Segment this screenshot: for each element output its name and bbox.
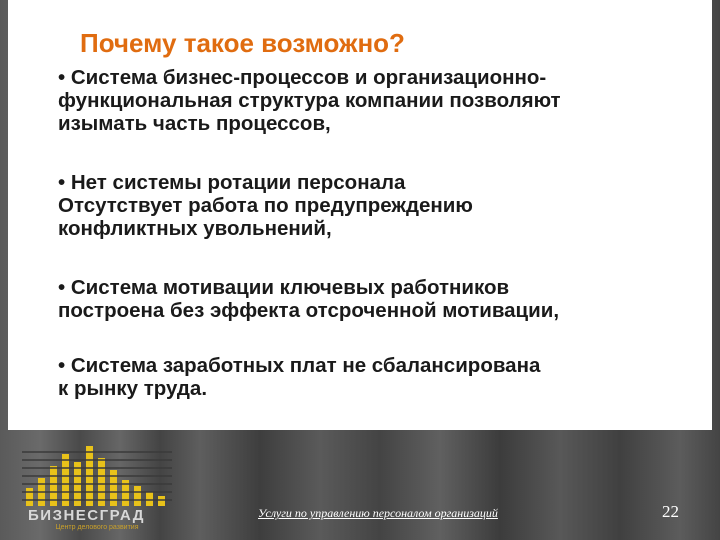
bullet-line: конфликтных увольнений, — [58, 217, 332, 240]
bullet-item — [58, 171, 473, 240]
bullet-line: к рынку труда. — [58, 377, 208, 400]
bullet-line: • Система мотивации ключевых работников — [58, 276, 510, 299]
slide-title: Почему такое возможно? — [80, 28, 405, 58]
bullet-item — [58, 354, 540, 400]
equalizer-bars-icon — [22, 440, 172, 510]
logo-wordmark: БИЗНЕСГРАД — [28, 507, 145, 524]
bullet-item — [58, 276, 559, 322]
logo-tagline: Центр делового развития — [55, 524, 139, 531]
bullet-line: функциональная структура компании позволяют — [58, 89, 561, 112]
bullet-line: Отсутствует работа по предупреждению — [58, 194, 473, 217]
page-number: 22 — [662, 502, 679, 521]
bullet-line: • Система заработных плат не сбалансирована — [58, 354, 541, 377]
bullet-item — [58, 66, 561, 135]
bullet-line: • Нет системы ротации персонала — [58, 171, 406, 194]
bullet-line: построена без эффекта отсроченной мотивации, — [58, 299, 560, 322]
footer-caption: Услуги по управлению персоналом организаций — [258, 506, 498, 520]
company-logo — [22, 440, 172, 538]
bullet-line: • Система бизнес-процессов и организационно- — [58, 66, 547, 89]
bullet-line: изымать часть процессов, — [58, 112, 331, 135]
